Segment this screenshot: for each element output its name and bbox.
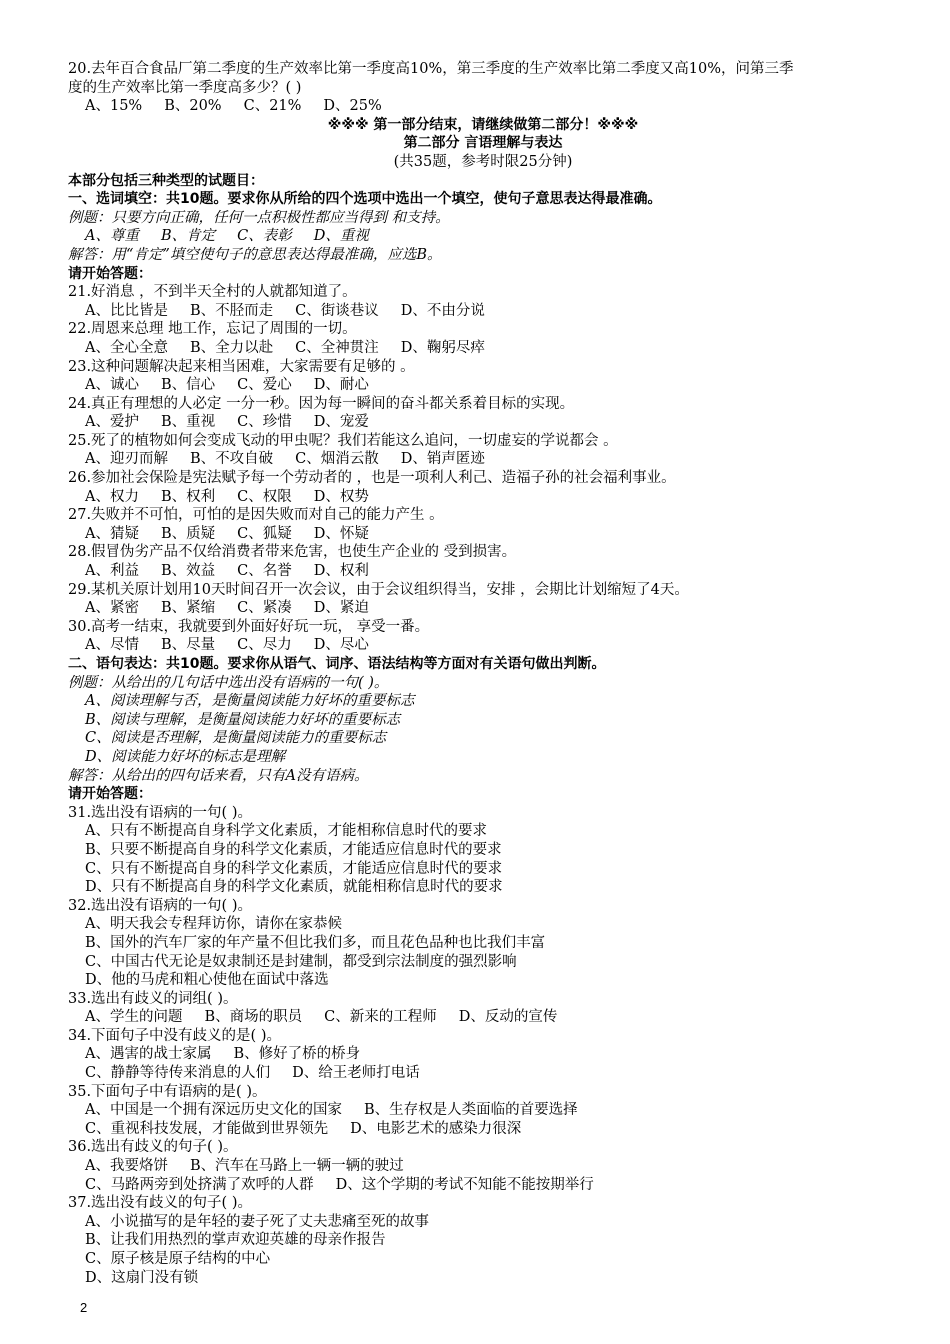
option: A、诚心 bbox=[85, 377, 139, 394]
option: B、紧缩 bbox=[160, 600, 216, 617]
option: B、信心 bbox=[160, 377, 216, 394]
option: B、质疑 bbox=[160, 525, 216, 542]
q34-options-row1 bbox=[68, 1045, 898, 1064]
q28-options bbox=[68, 562, 898, 581]
q29-options bbox=[68, 599, 898, 618]
option: A、紧密 bbox=[85, 600, 139, 617]
option: A、比比皆是 bbox=[85, 302, 168, 319]
option: D、他的马虎和粗心使他在面试中落选 bbox=[85, 972, 329, 989]
q30-text: 30.高考一结束，我就要到外面好好玩一玩， 享受一番。 bbox=[68, 618, 430, 635]
option: C、名誉 bbox=[237, 563, 292, 580]
exam-page bbox=[68, 60, 898, 1287]
q21-options bbox=[68, 302, 898, 321]
option: C、权限 bbox=[237, 488, 292, 505]
example1-question: 例题：只要方向正确，任何一点积极性都应当得到 和支持。 bbox=[68, 209, 450, 226]
start-answering-2: 请开始答题： bbox=[68, 786, 152, 803]
option: D、尽心 bbox=[313, 637, 369, 654]
option: C、只有不断提高自身的科学文化素质，才能适应信息时代的要求 bbox=[85, 860, 503, 877]
part2-subtitle: (共35题，参考时限25分钟) bbox=[393, 153, 573, 170]
q26-text: 26.参加社会保险是宪法赋予每一个劳动者的 ，也是一项利人利己、造福子孙的社会福利事业。 bbox=[68, 470, 676, 487]
q27-text: 27.失败并不可怕，可怕的是因失败而对自己的能力产生 。 bbox=[68, 507, 444, 524]
option: B、国外的汽车厂家的年产量不但比我们多，而且花色品种也比我们丰富 bbox=[85, 934, 546, 951]
option: D、这扇门没有锁 bbox=[85, 1269, 199, 1286]
q35-options-row2 bbox=[68, 1120, 898, 1139]
option: B、全力以赴 bbox=[189, 339, 274, 356]
example1-answer: 解答：用“肯定”填空使句子的意思表达得最准确，应选B。 bbox=[68, 246, 442, 263]
option: C、静静等待传来消息的人们 bbox=[85, 1065, 271, 1082]
option: A、只有不断提高自身科学文化素质，才能相称信息时代的要求 bbox=[85, 823, 487, 840]
option: D、反动的宣传 bbox=[458, 1009, 558, 1026]
q36-text: 36.选出有歧义的句子( )。 bbox=[68, 1139, 238, 1156]
example2-option: C、阅读是否理解，是衡量阅读能力的重要标志 bbox=[85, 730, 387, 747]
option: D、耐心 bbox=[313, 377, 369, 394]
option: D、销声匿迹 bbox=[400, 451, 485, 468]
part1-end-banner: ※※※ 第一部分结束，请继续做第二部分！※※※ bbox=[327, 116, 639, 133]
option: B、重视 bbox=[160, 414, 216, 431]
q30-options bbox=[68, 636, 898, 655]
option: B、尽量 bbox=[160, 637, 216, 654]
option: A、权力 bbox=[85, 488, 139, 505]
start-answering-1: 请开始答题： bbox=[68, 265, 152, 282]
example2-answer: 解答：从给出的四句话来看，只有A没有语病。 bbox=[68, 767, 369, 784]
example2-option: D、阅读能力好坏的标志是理解 bbox=[85, 748, 286, 765]
option: C、街谈巷议 bbox=[295, 302, 379, 319]
option: A、迎刃而解 bbox=[85, 451, 168, 468]
option: B、商场的职员 bbox=[204, 1009, 303, 1026]
option: A、爱护 bbox=[85, 414, 139, 431]
option: B、只要不断提高自身的科学文化素质，才能适应信息时代的要求 bbox=[85, 841, 502, 858]
option: B、不胫而走 bbox=[189, 302, 274, 319]
option: A、学生的问题 bbox=[85, 1009, 183, 1026]
example2-option: B、阅读与理解，是衡量阅读能力好坏的重要标志 bbox=[85, 711, 401, 728]
option: C、尽力 bbox=[237, 637, 292, 654]
option: D、重视 bbox=[313, 228, 369, 245]
option: C、中国古代无论是奴隶制还是封建制，都受到宗法制度的强烈影响 bbox=[85, 953, 517, 970]
option: B、肯定 bbox=[160, 228, 216, 245]
q22-options bbox=[68, 339, 898, 358]
option: C、新来的工程师 bbox=[324, 1009, 437, 1026]
q35-options-row1 bbox=[68, 1101, 898, 1120]
example2-question: 例题：从给出的几句话中选出没有语病的一句( )。 bbox=[68, 674, 389, 691]
option: C、原子核是原子结构的中心 bbox=[85, 1251, 271, 1267]
option: D、不由分说 bbox=[400, 302, 485, 319]
q24-options bbox=[68, 413, 898, 432]
part2-title: 第二部分 言语理解与表达 bbox=[403, 135, 563, 152]
q21-text: 21.好消息 ，不到半天全村的人就都知道了。 bbox=[68, 284, 357, 301]
q31-text: 31.选出没有语病的一句( )。 bbox=[68, 804, 252, 821]
option: A、我要烙饼 bbox=[85, 1158, 168, 1175]
q33-text: 33.选出有歧义的词组( )。 bbox=[68, 990, 238, 1007]
option: A、尽情 bbox=[85, 637, 139, 654]
option: A、中国是一个拥有深远历史文化的国家 bbox=[85, 1102, 342, 1119]
q20-text-cont: 度的生产效率比第一季度高多少？( ) bbox=[68, 79, 302, 96]
option: D、电影艺术的感染力很深 bbox=[350, 1120, 522, 1137]
option: C、表彰 bbox=[237, 228, 292, 245]
q20-text: 20.去年百合食品厂第二季度的生产效率比第一季度高10%，第三季度的生产效率比第二季度又高10%，问第三季 bbox=[68, 61, 794, 77]
example2-option: A、阅读理解与否，是衡量阅读能力好坏的重要标志 bbox=[85, 693, 415, 710]
option: C、珍惜 bbox=[237, 414, 292, 431]
option: A、利益 bbox=[85, 563, 139, 580]
option: B、生存权是人类面临的首要选择 bbox=[363, 1102, 578, 1119]
q28-text: 28.假冒伪劣产品不仅给消费者带来危害，也使生产企业的 受到损害。 bbox=[68, 544, 517, 561]
option: C、狐疑 bbox=[237, 525, 292, 542]
option: A、遇害的战士家属 bbox=[85, 1046, 212, 1063]
option: C、马路两旁到处挤满了欢呼的人群 bbox=[85, 1176, 314, 1193]
option: B、20% bbox=[164, 98, 222, 115]
q37-text: 37.选出没有歧义的句子( )。 bbox=[68, 1195, 252, 1212]
section2-title: 二、语句表达：共10题。要求你从语气、词序、语法结构等方面对有关语句做出判断。 bbox=[68, 656, 606, 672]
q25-text: 25.死了的植物如何会变成飞动的甲虫呢？我们若能这么追问，一切虚妄的学说都会 。 bbox=[68, 432, 618, 449]
option: A、小说描写的是年轻的妻子死了丈夫悲痛至死的故事 bbox=[85, 1213, 429, 1230]
option: B、修好了桥的桥身 bbox=[233, 1046, 361, 1063]
q33-options bbox=[68, 1008, 898, 1027]
page-number: 2 bbox=[80, 1300, 88, 1315]
q34-options-row2 bbox=[68, 1064, 898, 1083]
q25-options bbox=[68, 450, 898, 469]
option: C、全神贯注 bbox=[295, 339, 379, 356]
q32-text: 32.选出没有语病的一句( )。 bbox=[68, 897, 252, 914]
option: A、尊重 bbox=[85, 228, 139, 245]
option: B、让我们用热烈的掌声欢迎英雄的母亲作报告 bbox=[85, 1232, 386, 1249]
option: C、紧凑 bbox=[237, 600, 292, 617]
option: C、烟消云散 bbox=[295, 451, 379, 468]
option: B、效益 bbox=[160, 563, 216, 580]
q23-options bbox=[68, 376, 898, 395]
q36-options-row2 bbox=[68, 1176, 898, 1195]
option: D、怀疑 bbox=[313, 525, 369, 542]
option: C、21% bbox=[243, 98, 302, 115]
option: D、给王老师打电话 bbox=[292, 1065, 420, 1082]
q34-text: 34.下面句子中没有歧义的是( )。 bbox=[68, 1027, 281, 1044]
option: A、明天我会专程拜访你，请你在家恭候 bbox=[85, 916, 342, 933]
option: B、不攻自破 bbox=[189, 451, 274, 468]
q27-options bbox=[68, 525, 898, 544]
option: C、重视科技发展，才能做到世界领先 bbox=[85, 1120, 329, 1137]
q35-text: 35.下面句子中有语病的是( )。 bbox=[68, 1083, 267, 1100]
q22-text: 22.周恩来总理 地工作，忘记了周围的一切。 bbox=[68, 321, 357, 338]
q24-text: 24.真正有理想的人必定 一分一秒。因为每一瞬间的奋斗都关系着目标的实现。 bbox=[68, 395, 575, 412]
option: D、权势 bbox=[313, 488, 369, 505]
option: D、紧迫 bbox=[313, 600, 369, 617]
option: A、全心全意 bbox=[85, 339, 168, 356]
q26-options bbox=[68, 488, 898, 507]
option: B、权利 bbox=[160, 488, 216, 505]
option: D、只有不断提高自身的科学文化素质，就能相称信息时代的要求 bbox=[85, 879, 503, 896]
example1-options bbox=[68, 227, 898, 246]
option: A、猜疑 bbox=[85, 525, 139, 542]
option: C、爱心 bbox=[237, 377, 292, 394]
intro-heading: 本部分包括三种类型的试题目： bbox=[68, 172, 264, 189]
section1-title: 一、选词填空：共10题。要求你从所给的四个选项中选出一个填空，使句子意思表达得最准确。 bbox=[68, 191, 662, 208]
q29-text: 29.某机关原计划用10天时间召开一次会议，由于会议组织得当，安排 ，会期比计划缩短了4天。 bbox=[68, 581, 689, 598]
option: D、鞠躬尽瘁 bbox=[400, 339, 485, 356]
option: B、汽车在马路上一辆一辆的驶过 bbox=[189, 1158, 404, 1175]
option: D、宠爱 bbox=[313, 414, 369, 431]
q36-options-row1 bbox=[68, 1157, 898, 1176]
q23-text: 23.这种问题解决起来相当困难，大家需要有足够的 。 bbox=[68, 358, 415, 375]
option: A、15% bbox=[85, 98, 143, 115]
option: D、这个学期的考试不知能不能按期举行 bbox=[335, 1176, 594, 1193]
option: D、权利 bbox=[313, 563, 369, 580]
option: D、25% bbox=[323, 98, 382, 115]
q20-options bbox=[68, 97, 898, 116]
